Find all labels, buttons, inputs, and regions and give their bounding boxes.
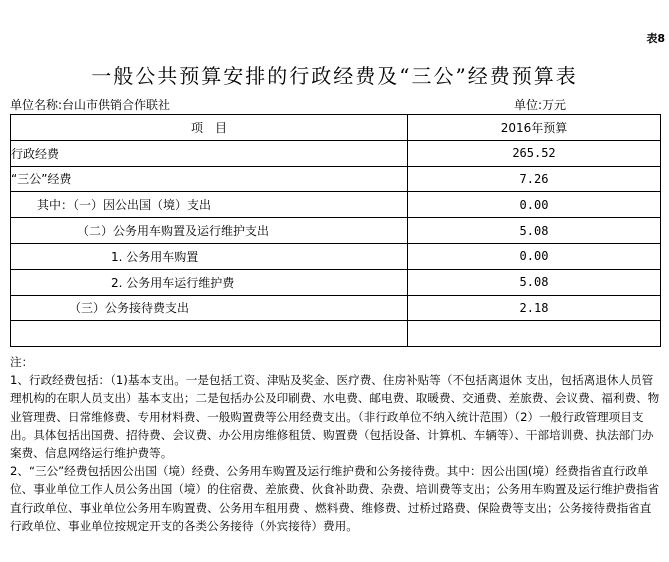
notes-heading: 注： [10, 355, 34, 369]
header-item: 项 目 [11, 115, 408, 141]
row-value: 0.00 [408, 243, 661, 269]
budget-table [10, 114, 661, 347]
unit-name-label: 单位名称:台山市供销合作联社 [10, 98, 171, 112]
row-value: 7.26 [408, 166, 661, 192]
row-value: 5.08 [408, 269, 661, 295]
row-label: 2. 公务用车运行维护费 [11, 269, 408, 295]
row-label [11, 321, 408, 347]
table-header-row [11, 115, 661, 141]
table-number-tag: 表8 [646, 32, 665, 45]
page-title: 一般公共预算安排的行政经费及“三公”经费预算表 [91, 64, 578, 88]
notes-section [10, 353, 662, 535]
row-label: 其中：（一）因公出国（境）支出 [11, 192, 408, 218]
row-label: （二）公务用车购置及运行维护支出 [11, 218, 408, 244]
row-value: 0.00 [408, 192, 661, 218]
row-value [408, 321, 661, 347]
table-row [11, 269, 661, 295]
row-value: 2.18 [408, 295, 661, 321]
table-row [11, 218, 661, 244]
note-three-public-expenses: 2、“三公”经费包括因公出国（境）经费、公务用车购置及运行维护费和公务接待费。其中：因公出国(境）经费指省直行政单位、事业单位工作人员公务出国（境）的住宿费、差旅费、伙食补助费、杂费、培训费等支出；公务用车购置及运行维护费指省直行政单位、事业单位公务用车购置费、公务用车租用费 、燃料费、维修费、过桥过路费、保险费等支出；公务接待费指省直行政单位、事业单位按规定开支的各类公务接待（外宾接待）费用。 [10, 464, 660, 533]
row-label: “三公”经费 [11, 166, 408, 192]
header-budget: 2016年预算 [408, 115, 661, 141]
currency-unit-label: 单位:万元 [514, 98, 567, 112]
table-row [11, 295, 661, 321]
table-row [11, 140, 661, 166]
table-row [11, 321, 661, 347]
table-row [11, 166, 661, 192]
row-value: 5.08 [408, 218, 661, 244]
row-value: 265.52 [408, 140, 661, 166]
table-row [11, 243, 661, 269]
row-label: 行政经费 [11, 140, 408, 166]
note-administrative-expenses: 1、行政经费包括：（1)基本支出。一是包括工资、津贴及奖金、医疗费、住房补贴等（不包括离退休 支出，包括离退休人员管理机构的在职人员支出）基本支出；二是包括办公及印刷费、水电费、邮电费、取暖费、交通费、差旅费、会议费、福利费、物业管理费、日常维修费、专用材料费、一般购置费等公用经费支出。（非行政单位不纳入统计范围）（2）一般行政管理项目支出。具体包括出国费、招待费、会议费、办公用房维修租赁、购置费（包括设备、计算机、车辆等）、干部培训费、执法部门办案费、信息网络运行维护费等。 [10, 373, 660, 461]
table-row [11, 192, 661, 218]
row-label: 1. 公务用车购置 [11, 243, 408, 269]
row-label: （三）公务接待费支出 [11, 295, 408, 321]
